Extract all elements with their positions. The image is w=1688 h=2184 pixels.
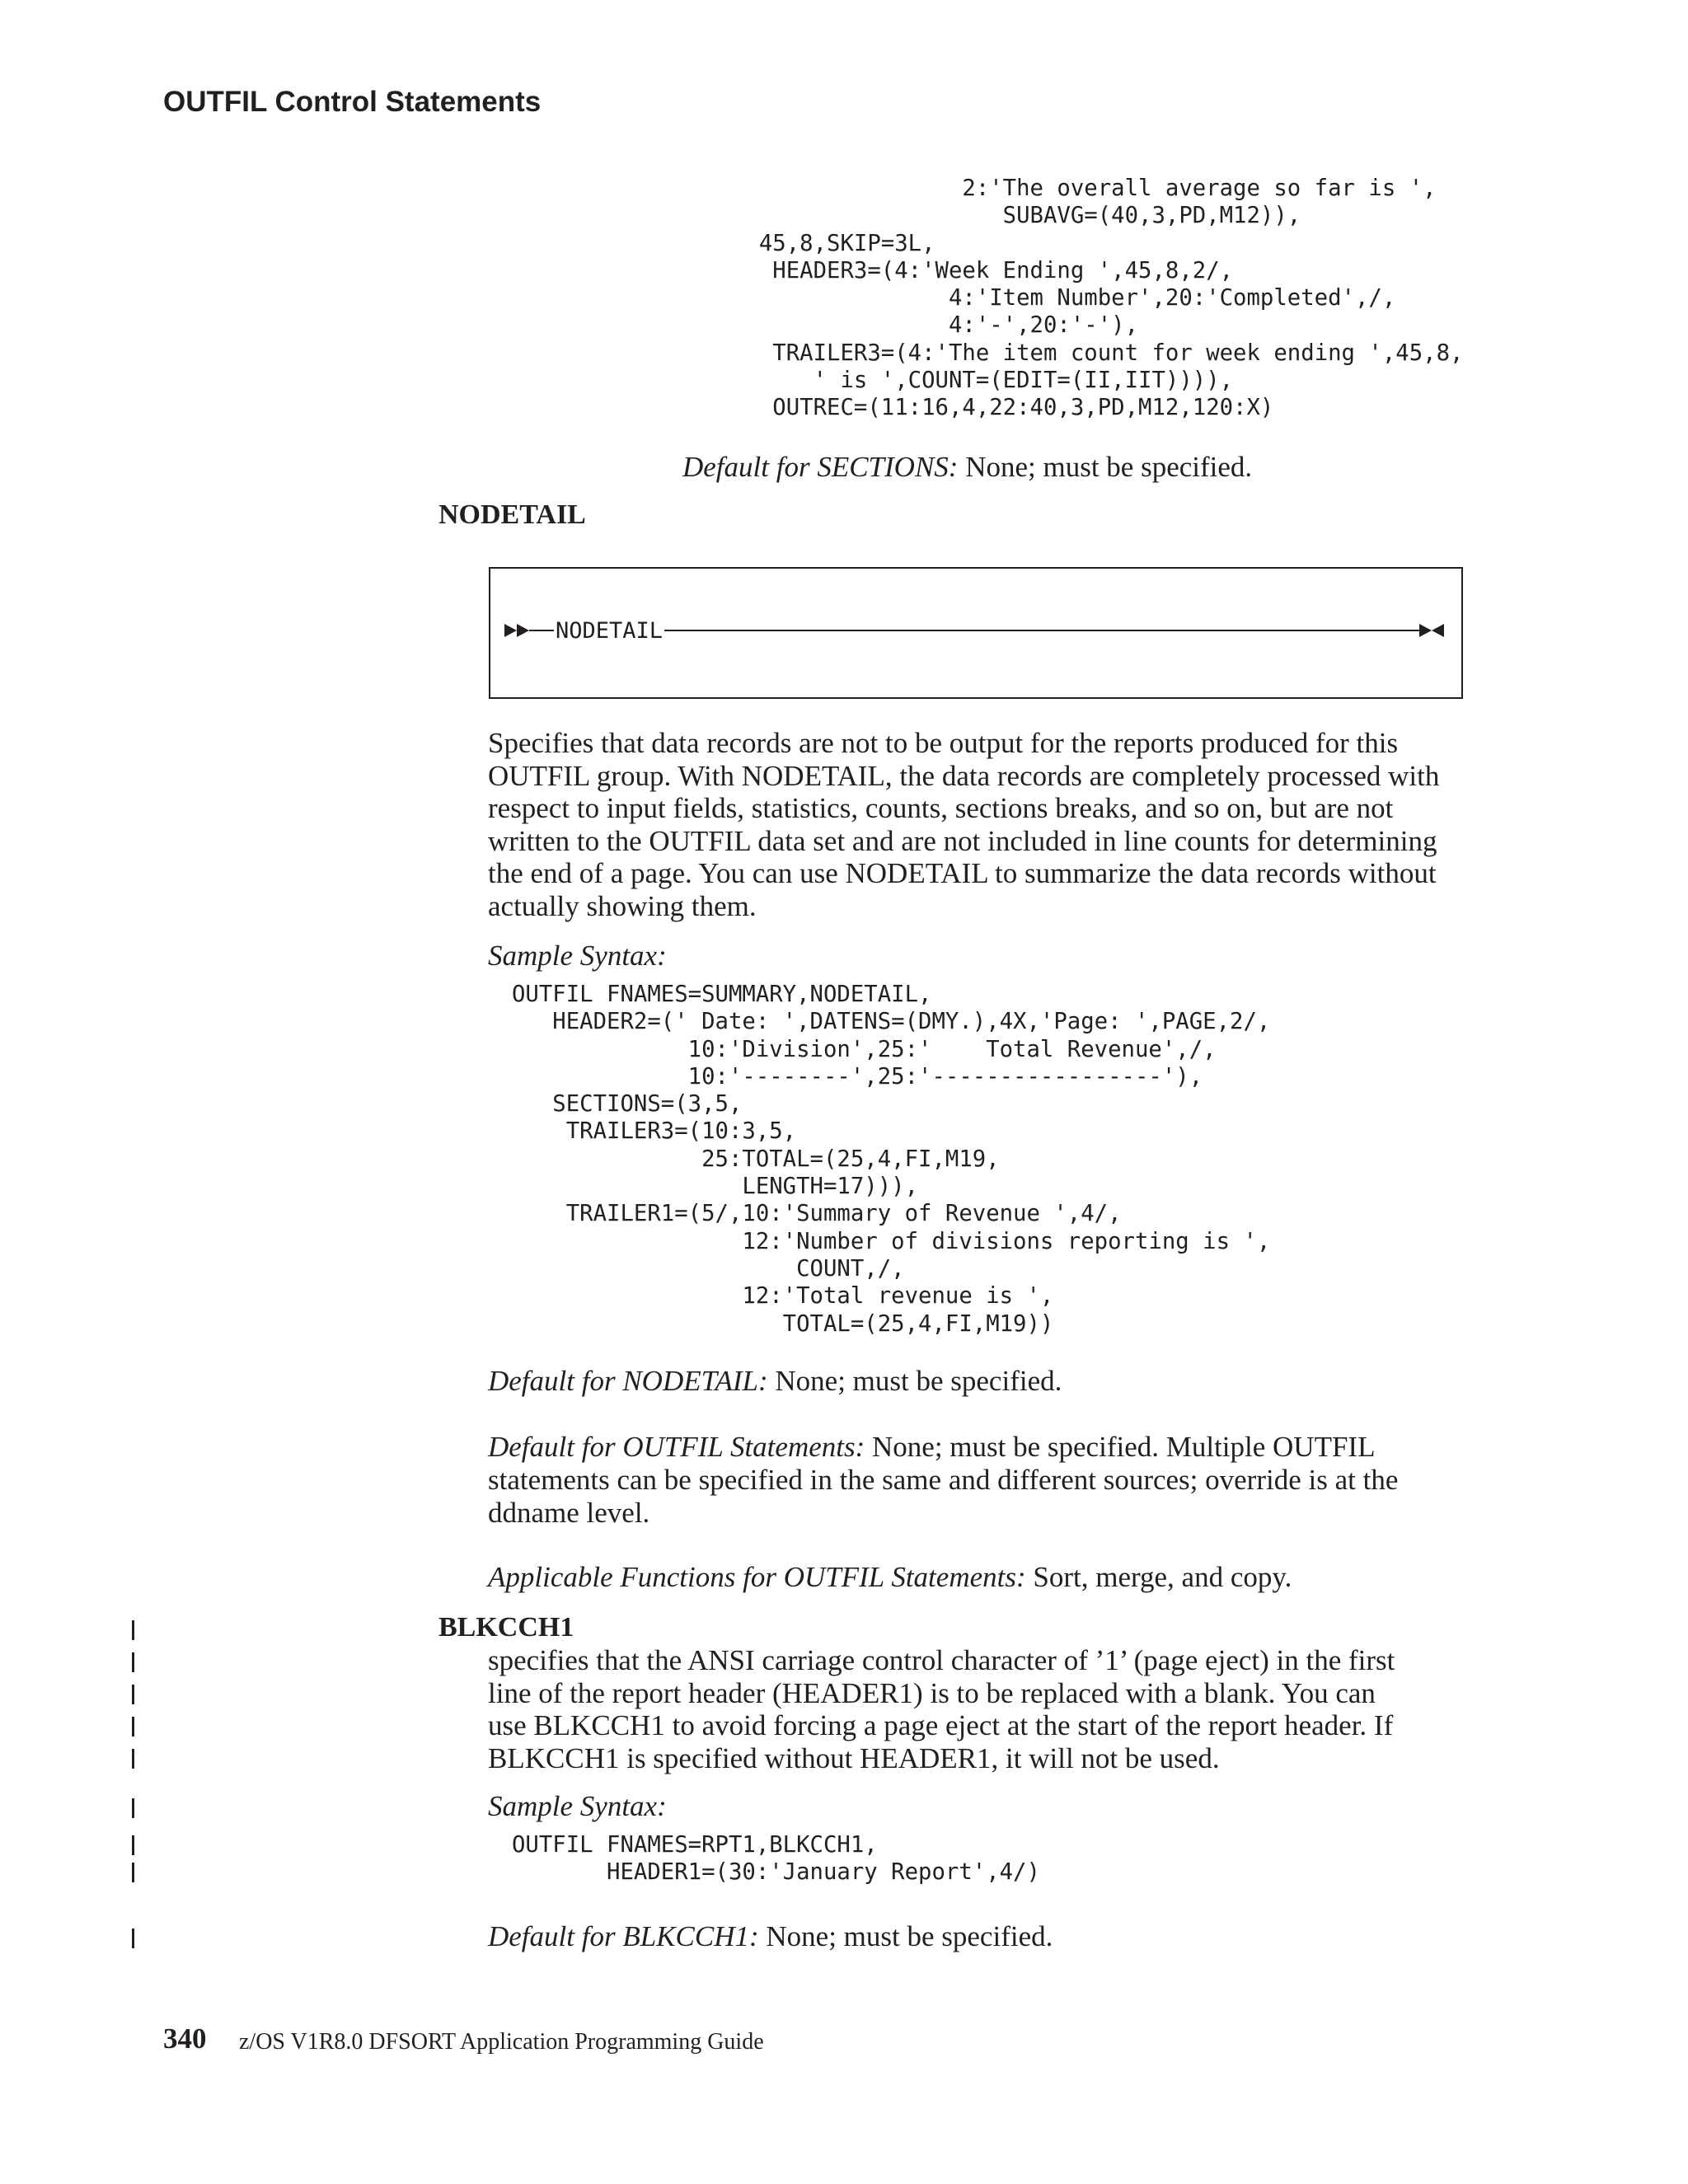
default-sections-label: Default for SECTIONS: xyxy=(682,451,959,483)
blkcch1-term: BLKCCH1 xyxy=(438,1612,574,1643)
nodetail-sample-code: OUTFIL FNAMES=SUMMARY,NODETAIL, HEADER2=(' Date: ',DATENS=(DMY.),4X,'Page: ',PAGE,2/, 10:'Division',25:' Total Revenue',/, 10:'--------',25:'-----------------'), SECTIONS=(3,5, TRAILER3=(10:3,5, 25:TOTAL=(25,4,FI,M19, LENGTH=17))), TRAILER1=(5/,10:'Summary of Revenue ',4/, 12:'Number of divisions reporting is ', COUNT,/, 12:'Total revenue is ', TOTAL=(25,4,FI,M19)) xyxy=(512,982,1271,1337)
diagram-start-arrow-1 xyxy=(504,624,517,637)
change-bar xyxy=(132,1749,134,1769)
default-outfil-line1 xyxy=(488,1431,1375,1464)
nodetail-sample-label: Sample Syntax: xyxy=(488,940,667,972)
change-bar xyxy=(132,1798,134,1818)
default-nodetail xyxy=(488,1365,1062,1398)
default-outfil-text: None; must be specified. Multiple OUTFIL xyxy=(865,1431,1376,1463)
default-blkcch1 xyxy=(488,1920,1053,1953)
applicable-functions-text: Sort, merge, and copy. xyxy=(1025,1561,1292,1593)
default-outfil-continuation: statements can be specified in the same and different sources; override is at the ddname level. xyxy=(488,1464,1399,1529)
diagram-end-arrow-back xyxy=(1432,624,1444,637)
diagram-end-arrow xyxy=(1419,624,1432,637)
diagram-start-arrow-2 xyxy=(517,624,529,637)
default-blkcch1-label: Default for BLKCCH1: xyxy=(488,1920,759,1952)
blkcch1-sample-code: OUTFIL FNAMES=RPT1,BLKCCH1, HEADER1=(30:'January Report',4/) xyxy=(512,1832,1040,1886)
book-title: z/OS V1R8.0 DFSORT Application Programming Guide xyxy=(239,2029,764,2055)
change-bar xyxy=(132,1835,134,1855)
default-nodetail-label: Default for NODETAIL: xyxy=(488,1365,768,1397)
code-example-sections: 2:'The overall average so far is ', SUBAVG=(40,3,PD,M12)), 45,8,SKIP=3L, HEADER3=(4:'Week Ending ',45,8,2/, 4:'Item Number',20:'Completed',/, 4:'-',20:'-'), TRAILER3=(4:'The item count for week ending ',45,8, ' is ',COUNT=(EDIT=(II,IIT)))), OUTREC=(11:16,4,22:40,3,PD,M12,120:X) xyxy=(758,176,1464,421)
blkcch1-description: specifies that the ANSI carriage control character of ’1’ (page eject) in the first line of the report header (HEADER1) is to be replaced with a blank. You can use BLKCCH1 to avoid forcing a page eject at the start of the report header. If BLKCCH1 is specified without HEADER1, it will not be used. xyxy=(488,1644,1395,1774)
nodetail-term: NODETAIL xyxy=(438,499,586,530)
syntax-diagram-lines xyxy=(0,0,1688,742)
blkcch1-sample-label: Sample Syntax: xyxy=(488,1790,667,1822)
default-blkcch1-text: None; must be specified. xyxy=(758,1920,1053,1952)
change-bar xyxy=(132,1620,134,1640)
default-sections-text: None; must be specified. xyxy=(958,451,1253,483)
change-bar xyxy=(132,1929,134,1948)
page-number: 340 xyxy=(163,2022,207,2055)
running-header: OUTFIL Control Statements xyxy=(163,86,542,118)
applicable-functions-label: Applicable Functions for OUTFIL Statements: xyxy=(488,1561,1026,1593)
change-bar xyxy=(132,1685,134,1704)
change-bar xyxy=(132,1652,134,1672)
change-bar xyxy=(132,1863,134,1882)
default-nodetail-text: None; must be specified. xyxy=(767,1365,1062,1397)
applicable-functions xyxy=(488,1561,1292,1594)
change-bar xyxy=(132,1717,134,1736)
nodetail-description: Specifies that data records are not to be output for the reports produced for this OUTFIL group. With NODETAIL, the data records are completely processed with respect to input fields, statistics, counts, sections breaks, and so on, but are not written to the OUTFIL data set and are not included in line counts for determining the end of a page. You can use NODETAIL to summarize the data records without actually showing them. xyxy=(488,727,1440,922)
syntax-keyword-nodetail: NODETAIL xyxy=(556,618,663,644)
default-outfil-label: Default for OUTFIL Statements: xyxy=(488,1431,865,1463)
